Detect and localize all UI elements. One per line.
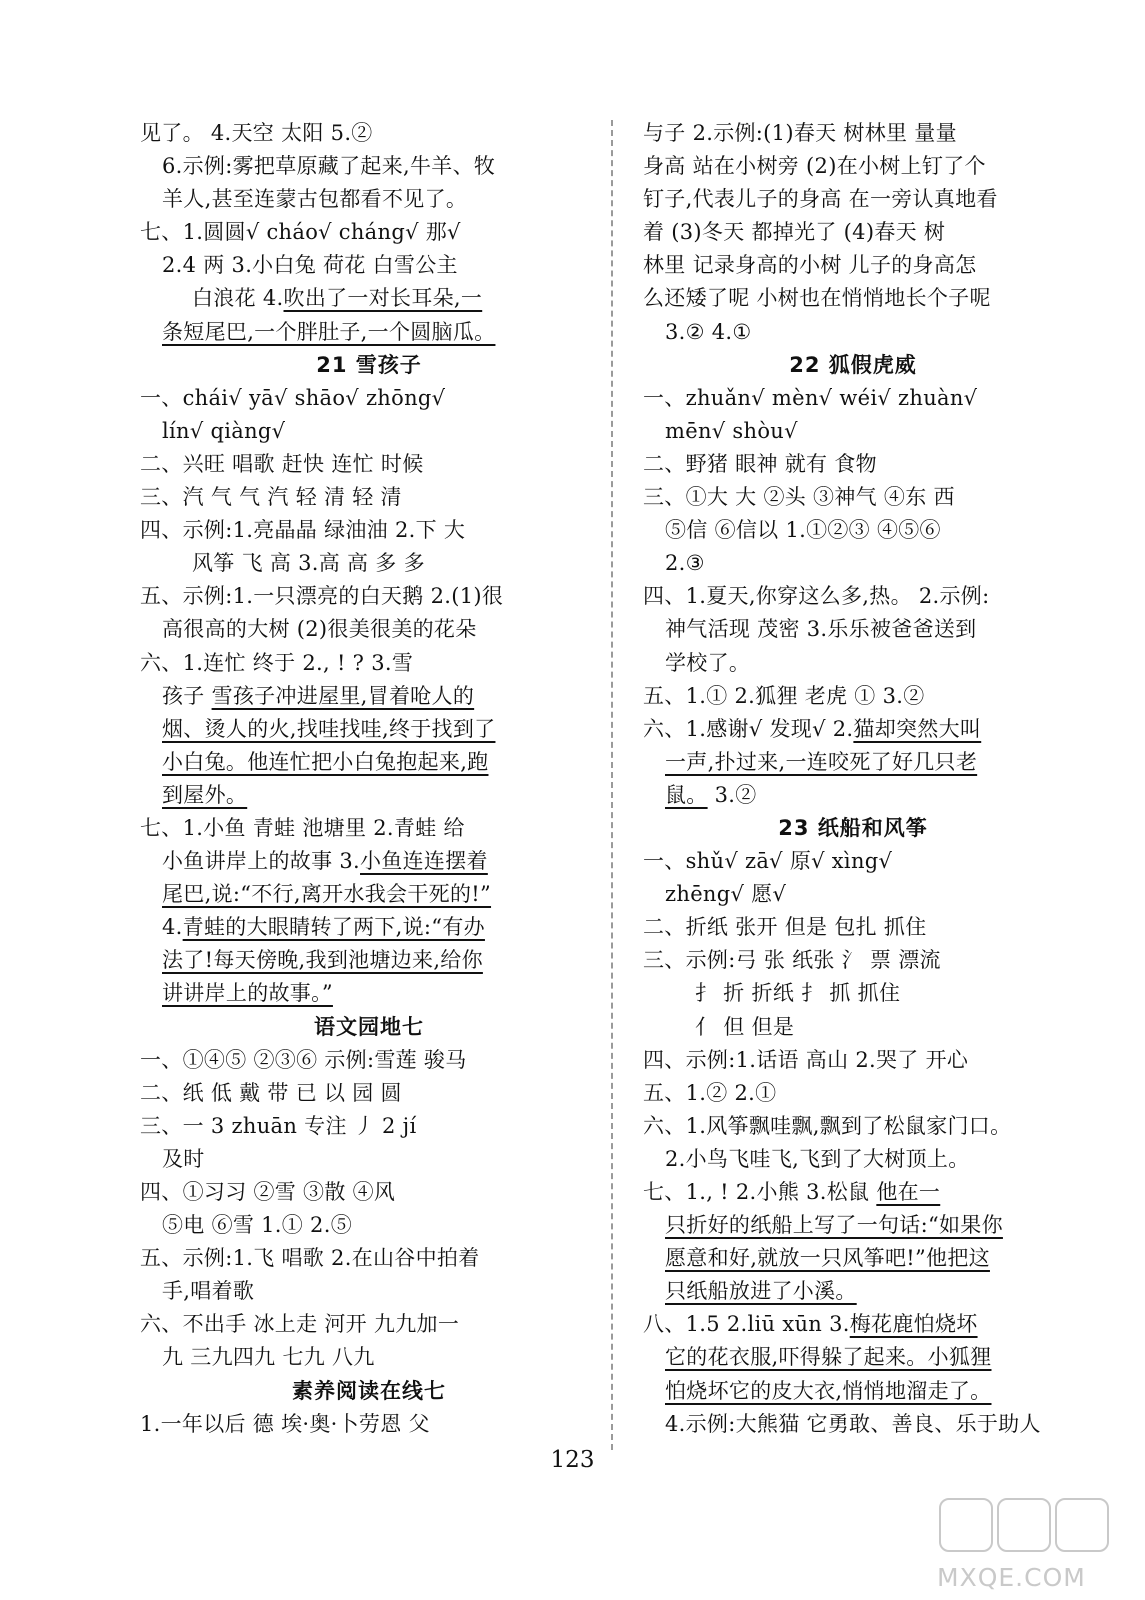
left-column (140, 117, 598, 1441)
watermark (935, 1496, 1115, 1594)
answer-line (643, 1275, 1063, 1308)
answer-text: 2.小鸟飞哇飞,飞到了大树顶上。 (665, 1146, 970, 1171)
answer-text: 五、1.① 2.狐狸 老虎 ① 3.② (643, 683, 925, 708)
answer-logo-icon (939, 1498, 993, 1552)
answer-text: 2.③ (665, 551, 705, 576)
section-heading (140, 349, 598, 382)
answer-line (643, 316, 1063, 349)
answer-line (643, 282, 1063, 315)
answer-text: 手,唱着歌 (162, 1279, 255, 1304)
underlined-answer: 一声,扑过来,一连咬死了好几只老 (665, 749, 978, 774)
underlined-answer: 到屋外。 (162, 782, 248, 807)
answer-line (140, 1242, 598, 1275)
answer-line (140, 1176, 598, 1209)
answer-logo-icon (997, 1498, 1051, 1552)
answer-text: ⑤信 ⑥信以 1.①②③ ④⑤⑥ (665, 518, 941, 543)
answer-line (140, 779, 598, 812)
underlined-answer: 愿意和好,就放一只风筝吧!”他把这 (665, 1246, 990, 1271)
answer-line (140, 911, 598, 944)
answer-line (643, 1341, 1063, 1374)
answer-text: 九 三九四九 七九 八九 (162, 1345, 375, 1370)
answer-text: 1.一年以后 德 埃·奥·卜劳恩 父 (140, 1411, 430, 1436)
underlined-answer: 他在一 (876, 1180, 941, 1204)
answer-line (643, 911, 1063, 944)
answer-text: 四、①习习 ②雪 ③散 ④风 (140, 1180, 396, 1204)
answer-line (140, 680, 598, 713)
underlined-answer: 尾巴,说:“不行,离开水我会干死的!” (162, 882, 492, 907)
answer-text: 三、示例:弓 张 纸张 氵 票 漂流 (643, 948, 941, 973)
underlined-answer: 小白兔。他连忙把小白兔抱起来,跑 (162, 749, 489, 774)
answer-text: 及时 (162, 1146, 205, 1171)
answer-line (140, 1341, 598, 1374)
answer-text: 见了。 4.天空 太阳 5.② (140, 121, 373, 145)
right-column (643, 117, 1063, 1441)
answer-text: lín√ qiàng√ (162, 418, 286, 443)
underlined-answer: 它的花衣服,吓得躲了起来。小狐狸 (665, 1345, 992, 1370)
answer-text: 四、示例:1.亮晶晶 绿油油 2.下 大 (140, 518, 466, 543)
answer-line (643, 514, 1063, 547)
answer-line (643, 779, 1063, 812)
answer-text: 八、1.5 2.liū xūn 3. (643, 1312, 850, 1337)
answer-text: 二、兴旺 唱歌 赶快 连忙 时候 (140, 451, 424, 476)
answer-text: 五、1.② 2.① (643, 1080, 777, 1105)
answer-line (643, 150, 1063, 183)
answer-text: 林里 记录身高的小树 儿子的身高怎 (643, 253, 977, 278)
underlined-answer: 条短尾巴,一个胖肚子,一个圆脑瓜。 (162, 319, 496, 344)
answer-text: 亻 但 但是 (695, 1014, 795, 1039)
answer-text: 二、纸 低 戴 带 已 以 园 圆 (140, 1080, 402, 1105)
answer-line (140, 977, 598, 1010)
answer-text: 五、示例:1.一只漂亮的白天鹅 2.(1)很 (140, 584, 504, 609)
underlined-answer: 烟、烫人的火,找哇找哇,终于找到了 (162, 716, 496, 741)
answer-line (140, 481, 598, 514)
answer-text: 六、不出手 冰上走 河开 九九加一 (140, 1312, 460, 1337)
answer-text: 一、shǔ√ zā√ 原√ xìng√ (643, 849, 893, 874)
underlined-answer: 怕烧坏它的皮大衣,悄悄地溜走了。 (665, 1378, 992, 1403)
answer-line (140, 249, 598, 282)
answer-text: 2.4 两 3.小白兔 荷花 白雪公主 (162, 253, 458, 278)
answer-text: 一、zhuǎn√ mèn√ wéi√ zhuàn√ (643, 385, 978, 410)
answer-text: 3.② 4.① (665, 319, 752, 344)
answer-line (643, 1176, 1063, 1209)
answer-text: 3.② (707, 782, 757, 807)
answer-line (643, 1077, 1063, 1110)
answer-line (643, 1143, 1063, 1176)
answer-line (140, 580, 598, 613)
answer-text: 4. (162, 915, 183, 940)
answer-line (140, 647, 598, 680)
answer-line (643, 1209, 1063, 1242)
answer-line (140, 514, 598, 547)
answer-text: 23 纸船和风筝 (778, 815, 928, 840)
answer-line (140, 1408, 598, 1441)
answer-line (140, 547, 598, 580)
answer-line (140, 282, 598, 315)
answer-text: 三、汽 气 气 汽 轻 清 轻 清 (140, 485, 402, 510)
answer-text: 钉子,代表儿子的身高 在一旁认真地看 (643, 187, 998, 212)
answer-line (643, 415, 1063, 448)
answer-text: 身高 站在小树旁 (2)在小树上钉了个 (643, 154, 986, 179)
answer-line (140, 448, 598, 481)
answer-line (140, 117, 598, 150)
answer-text: 四、示例:1.话语 高山 2.哭了 开心 (643, 1047, 969, 1072)
answer-text: 三、一 3 zhuān 专注 丿 2 jí (140, 1113, 417, 1138)
answer-text: 孩子 (162, 683, 212, 708)
answer-line (643, 1408, 1063, 1441)
answer-logo-icon (1055, 1498, 1109, 1552)
answer-line (140, 183, 598, 216)
answer-line (140, 382, 598, 415)
answer-line (140, 1044, 598, 1077)
answer-line (643, 448, 1063, 481)
answer-text: 6.示例:雾把草原藏了起来,牛羊、牧 (162, 154, 496, 179)
answer-text: 素养阅读在线七 (292, 1378, 446, 1403)
answer-text: 学校了。 (665, 650, 751, 675)
answer-text: 一、①④⑤ ②③⑥ 示例:雪莲 骏马 (140, 1047, 467, 1072)
answer-text: 一、chái√ yā√ shāo√ zhōng√ (140, 385, 446, 410)
underlined-answer: 法了!每天傍晚,我到池塘边来,给你 (162, 948, 483, 973)
answer-line (140, 150, 598, 183)
underlined-answer: 猫却突然大叫 (853, 716, 982, 741)
answer-text: ⑤电 ⑥雪 1.① 2.⑤ (162, 1213, 352, 1238)
underlined-answer: 吹出了一对长耳朵,一 (283, 286, 483, 311)
answer-line (140, 878, 598, 911)
answer-text: 着 (3)冬天 都掉光了 (4)春天 树 (643, 220, 946, 245)
answer-text: 小鱼讲岸上的故事 3. (162, 849, 361, 874)
answer-line (140, 746, 598, 779)
section-heading (643, 812, 1063, 845)
answer-line (643, 1110, 1063, 1143)
answer-text: 二、折纸 张开 但是 包扎 抓住 (643, 915, 927, 940)
answer-line (643, 647, 1063, 680)
underlined-answer: 只折好的纸船上写了一句话:“如果你 (665, 1213, 1003, 1238)
answer-line (643, 1242, 1063, 1275)
answer-line (643, 944, 1063, 977)
answer-text: 七、1.圆圆√ cháo√ cháng√ 那√ (140, 220, 461, 245)
answer-line (140, 812, 598, 845)
answer-line (140, 613, 598, 646)
answer-line (643, 382, 1063, 415)
answer-text: 4.示例:大熊猫 它勇敢、善良、乐于助人 (665, 1411, 1041, 1436)
answer-line (643, 613, 1063, 646)
answer-line (643, 1011, 1063, 1044)
answer-line (140, 216, 598, 249)
answer-text: 与子 2.示例:(1)春天 树林里 量量 (643, 121, 957, 145)
answer-text: 高很高的大树 (2)很美很美的花朵 (162, 617, 477, 642)
underlined-answer: 讲讲岸上的故事。” (162, 981, 333, 1006)
answer-line (643, 481, 1063, 514)
answer-line (140, 1275, 598, 1308)
answer-line (643, 680, 1063, 713)
answer-text: 七、1.小鱼 青蛙 池塘里 2.青蛙 给 (140, 815, 465, 840)
answer-text: 五、示例:1.飞 唱歌 2.在山谷中拍着 (140, 1246, 480, 1271)
answer-text: 白浪花 4. (192, 286, 284, 311)
underlined-answer: 鼠。 (665, 782, 708, 807)
answer-line (140, 1077, 598, 1110)
answer-text: 六、1.风筝飘哇飘,飘到了松鼠家门口。 (643, 1113, 1012, 1138)
answer-text: 22 狐假虎威 (789, 352, 917, 377)
answer-line (140, 415, 598, 448)
answer-text: 羊人,甚至连蒙古包都看不见了。 (162, 187, 468, 212)
answer-text: 扌 折 折纸 扌 抓 抓住 (695, 981, 901, 1006)
underlined-answer: 青蛙的大眼睛转了两下,说:“有办 (182, 915, 485, 940)
answer-text: zhēng√ 愿√ (665, 882, 787, 907)
answer-line (643, 1375, 1063, 1408)
answer-line (140, 316, 598, 349)
answer-text: 二、野猪 眼神 就有 食物 (643, 451, 877, 476)
answer-text: 六、1.连忙 终于 2., ! ? 3.雪 (140, 650, 414, 675)
answer-line (140, 1143, 598, 1176)
answer-line (643, 845, 1063, 878)
answer-line (643, 547, 1063, 580)
answer-line (140, 1110, 598, 1143)
answer-line (643, 746, 1063, 779)
answer-line (643, 580, 1063, 613)
answer-line (643, 977, 1063, 1010)
underlined-answer: 只纸船放进了小溪。 (665, 1279, 857, 1304)
answer-text: 神气活现 茂密 3.乐乐被爸爸送到 (665, 617, 977, 642)
answer-line (643, 249, 1063, 282)
answer-text: 四、1.夏天,你穿这么多,热。 2.示例: (643, 584, 990, 609)
section-heading (643, 349, 1063, 382)
answer-line (643, 1308, 1063, 1341)
answer-text: 21 雪孩子 (316, 352, 422, 377)
section-heading (140, 1011, 598, 1044)
answer-line (140, 845, 598, 878)
answer-text: 七、1., ! 2.小熊 3.松鼠 (643, 1180, 877, 1204)
answer-line (140, 713, 598, 746)
answer-line (643, 713, 1063, 746)
answer-line (643, 1044, 1063, 1077)
answer-line (643, 878, 1063, 911)
answer-text: 六、1.感谢√ 发现√ 2. (643, 716, 854, 741)
answer-text: 语文园地七 (314, 1014, 424, 1039)
watermark-text: MXQE.COM (937, 1563, 1086, 1592)
answer-text: 么还矮了呢 小树也在悄悄地长个子呢 (643, 286, 991, 311)
answer-line (643, 183, 1063, 216)
page-number: 123 (550, 1447, 595, 1473)
section-heading (140, 1375, 598, 1408)
answer-line (643, 117, 1063, 150)
underlined-answer: 小鱼连连摆着 (360, 849, 488, 874)
answer-line (643, 216, 1063, 249)
answer-line (140, 1209, 598, 1242)
answer-text: 三、①大 大 ②头 ③神气 ④东 西 (643, 485, 955, 510)
answer-line (140, 1308, 598, 1341)
answer-text: mēn√ shòu√ (665, 418, 798, 443)
underlined-answer: 梅花鹿怕烧坏 (849, 1312, 978, 1337)
answer-text: 风筝 飞 高 3.高 高 多 多 (192, 551, 425, 576)
answer-line (140, 944, 598, 977)
column-divider (611, 120, 613, 1450)
underlined-answer: 雪孩子冲进屋里,冒着呛人的 (211, 683, 475, 708)
